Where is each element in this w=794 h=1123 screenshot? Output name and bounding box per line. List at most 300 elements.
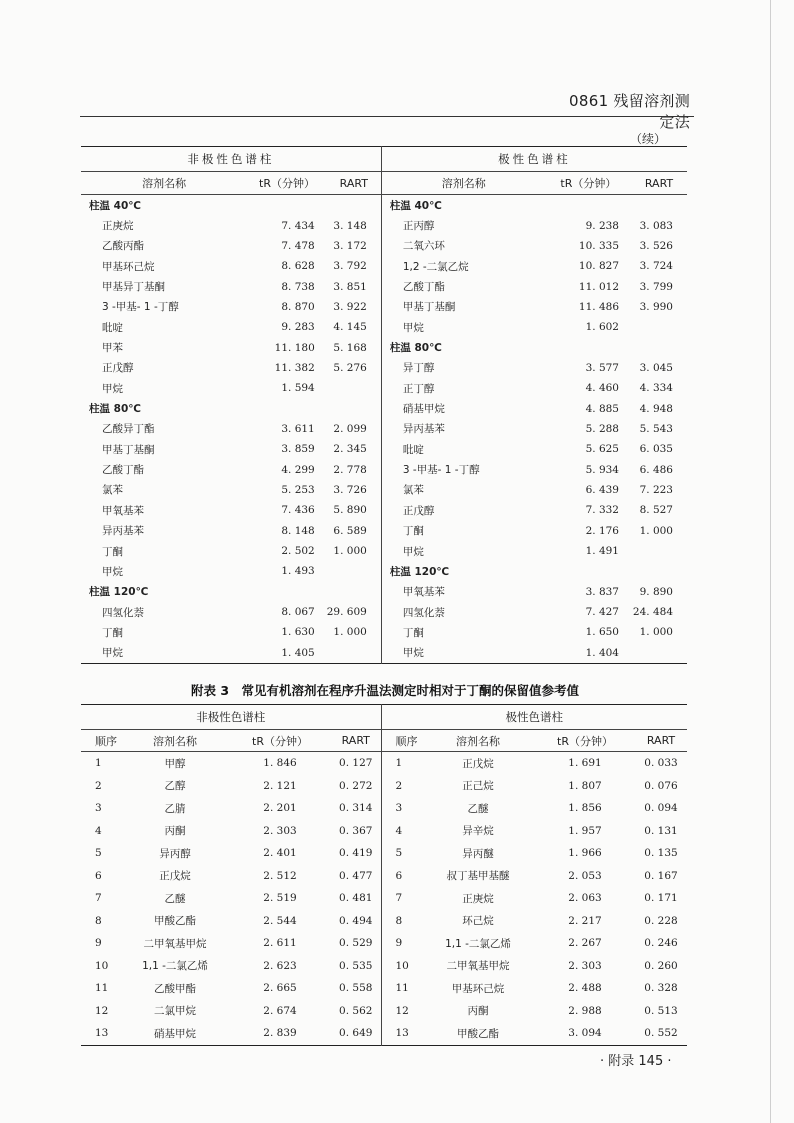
table-row [81,297,687,317]
rart-value: 0. 552 [644,1027,678,1040]
rart-value: 0. 171 [644,892,678,905]
solvent-name: 甲基丁基酮 [381,297,545,317]
solvent-name: 甲醇 [164,757,186,770]
col-header-tr: tR（分钟） [535,730,635,752]
solvent-name: 正丁醇 [381,378,545,398]
rart-value: 5. 543 [639,422,673,435]
solvent-name: 甲烷 [102,382,123,395]
rart-value: 0. 481 [339,892,373,905]
solvent-name: 甲氧基苯 [381,582,545,602]
retention-time: 2. 176 [585,524,619,537]
order-number: 7 [95,892,102,905]
rart-value: 29. 609 [326,606,367,619]
solvent-name: 叔丁基甲基醚 [446,870,510,883]
rart-value: 0. 419 [339,847,373,860]
table-row [81,195,687,216]
retention-time: 7. 478 [281,239,315,252]
solvent-name: 甲基丁基酮 [102,443,155,456]
retention-time: 2. 988 [568,1004,602,1017]
retention-time: 6. 439 [585,483,619,496]
retention-table-continued [81,146,687,664]
rart-value [631,195,687,216]
order-number: 8 [95,914,102,927]
rart-value: 3. 526 [639,239,673,252]
rart-value: 0. 535 [339,959,373,972]
rart-value: 2. 778 [333,463,367,476]
order-number: 2 [95,779,102,792]
retention-time: 2. 303 [263,824,297,837]
order-number: 9 [95,937,102,950]
rart-value: 0. 033 [644,757,678,770]
order-number: 11 [95,982,109,995]
order-number: 12 [381,1000,421,1023]
retention-time: 2. 303 [568,959,602,972]
solvent-name: 正丙醇 [381,215,545,235]
retention-time: 3. 577 [585,361,619,374]
rart-value: 0. 260 [644,959,678,972]
retention-time: 7. 436 [281,504,315,517]
solvent-name: 丙酮 [467,1005,489,1018]
rart-value [631,317,687,337]
solvent-name: 异丁醇 [381,358,545,378]
order-number: 11 [381,977,421,1000]
rart-value: 6. 035 [639,443,673,456]
solvent-name: 四氢化萘 [102,606,144,619]
solvent-name: 甲基异丁基酮 [102,281,165,294]
solvent-name: 异丙基苯 [102,525,144,538]
rart-value: 3. 724 [639,260,673,273]
rart-value: 0. 076 [644,779,678,792]
rart-value: 0. 477 [339,869,373,882]
retention-time [546,195,631,216]
rart-value: 4. 334 [639,382,673,395]
table-row [81,337,687,357]
table-row [81,419,687,439]
continued-label: （续） [630,132,667,146]
rart-value: 0. 228 [644,914,678,927]
solvent-name: 氯苯 [381,480,545,500]
solvent-name: 乙腈 [164,802,186,815]
solvent-name: 四氢化萘 [381,602,545,622]
order-number: 4 [95,824,102,837]
rart-value: 1. 000 [639,626,673,639]
solvent-name: 乙酸异丁酯 [102,423,155,436]
col-header-rart: RART [635,730,687,752]
retention-time: 1. 966 [568,847,602,860]
col-header-tr: tR（分钟） [229,730,331,752]
order-number: 4 [381,820,421,843]
table-title: 附表 3 常见有机溶剂在程序升温法测定时相对于丁酮的保留值参考值 [190,683,580,698]
retention-time [247,398,326,418]
retention-time: 1. 650 [585,626,619,639]
order-number: 13 [381,1022,421,1045]
rart-value: 2. 099 [333,422,367,435]
solvent-name: 甲烷 [381,643,545,664]
rart-value: 7. 223 [639,483,673,496]
table-row [81,797,687,820]
col-header-name: 溶剂名称 [381,172,545,195]
solvent-name: 乙醚 [467,802,489,815]
retention-time: 8. 148 [281,524,315,537]
rart-value [327,398,382,418]
rart-value: 0. 135 [644,847,678,860]
retention-time: 2. 217 [568,914,602,927]
col-header-tr: tR（分钟） [247,172,326,195]
rart-value: 8. 527 [639,504,673,517]
retention-time: 5. 625 [585,443,619,456]
col-header-name: 溶剂名称 [421,730,535,752]
retention-time: 4. 460 [585,382,619,395]
retention-time: 10. 827 [578,260,619,273]
table-row [81,1022,687,1045]
table-row [81,622,687,642]
rart-value [631,541,687,561]
table-row [81,775,687,798]
rart-value: 5. 890 [333,504,367,517]
order-number: 2 [381,775,421,798]
solvent-name: 甲苯 [102,342,123,355]
order-number: 9 [381,932,421,955]
page-edge [770,0,771,1123]
solvent-name: 乙酸丙酯 [102,240,144,253]
rart-value: 3. 172 [333,239,367,252]
retention-time [546,561,631,581]
solvent-name: 硝基甲烷 [154,1027,196,1040]
solvent-name: 甲烷 [381,541,545,561]
solvent-name: 甲氧基苯 [102,504,144,517]
rart-value: 0. 328 [644,982,678,995]
solvent-name: 二甲氧基甲烷 [143,937,207,950]
rart-value: 5. 276 [333,361,367,374]
solvent-name: 氯苯 [102,484,123,497]
table-row [81,398,687,418]
rart-value: 0. 167 [644,869,678,882]
retention-time: 2. 502 [281,545,315,558]
retention-time: 5. 253 [281,483,315,496]
group-header-nonpolar: 非极性色谱柱 [81,705,381,730]
order-number: 3 [381,797,421,820]
table-row [81,236,687,256]
retention-time: 1. 691 [568,757,602,770]
retention-time: 9. 283 [281,321,315,334]
order-number: 10 [381,955,421,978]
retention-time: 1. 807 [568,779,602,792]
col-header-order: 顺序 [381,730,421,752]
table-row [81,541,687,561]
solvent-name: 正庚烷 [462,892,494,905]
order-number: 6 [381,865,421,888]
rart-value: 0. 558 [339,982,373,995]
solvent-name: 正戊烷 [159,870,191,883]
rart-value: 0. 649 [339,1027,373,1040]
retention-time: 3. 837 [585,585,619,598]
table-row [81,459,687,479]
section-label: 柱温 80℃ [381,337,545,357]
rart-value: 4. 948 [639,402,673,415]
rart-value: 0. 314 [339,802,373,815]
solvent-name: 二甲氧基甲烷 [446,960,510,973]
retention-time: 4. 885 [585,402,619,415]
section-label: 柱温 40℃ [381,195,545,216]
retention-time: 2. 544 [263,914,297,927]
rart-value: 0. 094 [644,802,678,815]
solvent-name: 乙酸甲酯 [154,982,196,995]
retention-time: 1. 846 [263,757,297,770]
section-label: 柱温 40℃ [89,199,141,212]
retention-time: 2. 488 [568,982,602,995]
rart-value: 0. 246 [644,937,678,950]
rart-value: 24. 484 [632,606,673,619]
rart-value [327,195,382,216]
retention-time: 2. 674 [263,1004,297,1017]
solvent-name: 甲酸乙酯 [457,1027,499,1040]
solvent-name: 硝基甲烷 [381,398,545,418]
rart-value [327,561,382,581]
rart-value: 3. 792 [333,260,367,273]
solvent-name: 丁酮 [102,545,123,558]
rart-value: 4. 145 [333,321,367,334]
table-row [81,439,687,459]
solvent-name: 甲酸乙酯 [154,915,196,928]
rart-value: 5. 168 [333,341,367,354]
col-header-rart: RART [331,730,381,752]
solvent-name: 乙酸丁酯 [102,464,144,477]
solvent-name: 1,1 -二氯乙烯 [445,937,511,950]
retention-time: 7. 434 [281,219,315,232]
solvent-name: 3 -甲基- 1 -丁醇 [102,301,179,314]
retention-time: 8. 870 [281,300,315,313]
header-rule [80,116,694,117]
retention-time: 2. 267 [568,937,602,950]
order-number: 7 [381,887,421,910]
retention-time: 2. 665 [263,982,297,995]
col-header-rart: RART [327,172,382,195]
solvent-name: 甲烷 [102,565,123,578]
order-number: 1 [381,752,421,775]
col-header-name: 溶剂名称 [121,730,229,752]
solvent-name: 异丙醚 [462,847,494,860]
retention-time: 11. 180 [274,341,315,354]
rart-value: 6. 486 [639,463,673,476]
retention-time: 2. 121 [263,779,297,792]
table-row [81,887,687,910]
retention-time: 8. 628 [281,260,315,273]
retention-time [247,195,326,216]
retention-time: 2. 401 [263,847,297,860]
retention-time: 11. 012 [578,280,619,293]
retention-time: 9. 238 [585,219,619,232]
rart-value [631,337,687,357]
order-number: 13 [95,1027,109,1040]
col-header-tr: tR（分钟） [546,172,631,195]
rart-value: 0. 131 [644,824,678,837]
retention-time: 1. 405 [281,646,315,659]
table-row [81,842,687,865]
rart-value: 3. 799 [639,280,673,293]
solvent-name: 吡啶 [381,439,545,459]
table-row [81,955,687,978]
table-row [81,317,687,337]
running-head: 0861 残留溶剂测定法 [569,92,690,131]
retention-time: 2. 839 [263,1027,297,1040]
retention-time: 5. 934 [585,463,619,476]
retention-time: 4. 299 [281,463,315,476]
solvent-name: 丁酮 [102,626,123,639]
table-row [81,643,687,664]
solvent-name: 丁酮 [381,521,545,541]
rart-value: 3. 148 [333,219,367,232]
solvent-name: 乙酸丁酯 [381,276,545,296]
rart-value [327,582,382,602]
solvent-name: 甲烷 [381,317,545,337]
retention-time: 10. 335 [578,239,619,252]
table-row [81,256,687,276]
retention-time [546,337,631,357]
rart-value: 0. 494 [339,914,373,927]
col-header-rart: RART [631,172,687,195]
solvent-name: 正戊醇 [102,362,134,375]
page-number: · 附录 145 · [600,1054,672,1069]
solvent-name: 异辛烷 [462,825,494,838]
order-number: 5 [95,847,102,860]
rart-value: 3. 851 [333,280,367,293]
retention-time: 2. 611 [263,937,297,950]
table-row [81,820,687,843]
retention-time: 1. 856 [568,802,602,815]
rart-value: 0. 529 [339,937,373,950]
retention-time [247,582,326,602]
retention-time: 3. 859 [281,443,315,456]
retention-time: 11. 486 [578,300,619,313]
col-header-order: 顺序 [81,730,121,752]
solvent-name: 乙醇 [164,780,186,793]
table-row [81,865,687,888]
table-row [81,500,687,520]
solvent-name: 甲基环己烷 [451,982,505,995]
table-row [81,910,687,933]
order-number: 5 [381,842,421,865]
rart-value: 0. 367 [339,824,373,837]
retention-time: 5. 288 [585,422,619,435]
rart-value [631,561,687,581]
table-row [81,480,687,500]
retention-time: 11. 382 [274,361,315,374]
table-row [81,602,687,622]
group-header-polar: 极性色谱柱 [381,705,687,730]
retention-time: 1. 493 [281,565,315,578]
rart-value: 9. 890 [639,585,673,598]
rart-value: 3. 083 [639,219,673,232]
section-label: 柱温 120℃ [381,561,545,581]
section-label: 柱温 120℃ [89,586,149,599]
rart-value: 0. 272 [339,779,373,792]
retention-time: 2. 201 [263,802,297,815]
retention-time: 7. 332 [585,504,619,517]
solvent-name: 正戊醇 [381,500,545,520]
retention-time: 1. 594 [281,382,315,395]
solvent-name: 丁酮 [381,622,545,642]
solvent-name: 1,2 -二氯乙烷 [381,256,545,276]
table-row [81,521,687,541]
retention-time: 8. 067 [281,606,315,619]
solvent-name: 吡啶 [102,321,123,334]
retention-time: 1. 630 [281,626,315,639]
solvent-name: 二氯甲烷 [154,1005,196,1018]
table-row [81,1000,687,1023]
rart-value: 0. 513 [644,1004,678,1017]
retention-time: 8. 738 [281,280,315,293]
rart-value: 0. 127 [339,757,373,770]
rart-value: 3. 045 [639,361,673,374]
solvent-name: 异丙醇 [159,847,191,860]
retention-time: 2. 519 [263,892,297,905]
rart-value: 3. 726 [333,483,367,496]
rart-value: 1. 000 [639,524,673,537]
retention-time: 3. 094 [568,1027,602,1040]
retention-time: 2. 512 [263,869,297,882]
solvent-name: 二氧六环 [381,236,545,256]
retention-time: 7. 427 [585,606,619,619]
solvent-name: 甲烷 [102,647,123,660]
section-label: 柱温 80℃ [89,403,141,416]
col-header-name: 溶剂名称 [81,172,247,195]
retention-time: 2. 053 [568,869,602,882]
rart-value [327,643,382,664]
retention-time: 1. 404 [585,646,619,659]
table-row [81,358,687,378]
table-row [81,932,687,955]
order-number: 8 [381,910,421,933]
order-number: 12 [95,1004,109,1017]
solvent-name: 乙醚 [164,892,186,905]
retention-time: 3. 611 [281,422,315,435]
solvent-name: 丙酮 [164,825,186,838]
rart-value: 1. 000 [333,626,367,639]
retention-table-program [81,704,687,1046]
table-row [81,276,687,296]
table-row [81,215,687,235]
retention-time: 1. 957 [568,824,602,837]
order-number: 1 [95,757,102,770]
rart-value [631,643,687,664]
solvent-name: 正庚烷 [102,220,134,233]
table-row [81,561,687,581]
solvent-name: 甲基环己烷 [102,260,155,273]
rart-value: 0. 562 [339,1004,373,1017]
group-header-nonpolar: 非极性色谱柱 [81,147,381,172]
rart-value: 2. 345 [333,443,367,456]
order-number: 3 [95,802,102,815]
table-row [81,378,687,398]
solvent-name: 环己烷 [462,915,494,928]
rart-value [327,378,382,398]
solvent-name: 异丙基苯 [381,419,545,439]
rart-value: 3. 922 [333,300,367,313]
solvent-name: 正己烷 [462,780,494,793]
retention-time: 1. 491 [585,545,619,558]
solvent-name: 正戊烷 [462,757,494,770]
order-number: 10 [95,959,109,972]
table-row [81,582,687,602]
rart-value: 1. 000 [333,545,367,558]
group-header-polar: 极性色谱柱 [381,147,687,172]
table-row [81,752,687,775]
rart-value: 3. 990 [639,300,673,313]
retention-time: 2. 623 [263,959,297,972]
rart-value: 6. 589 [333,524,367,537]
table-row [81,977,687,1000]
retention-time: 2. 063 [568,892,602,905]
